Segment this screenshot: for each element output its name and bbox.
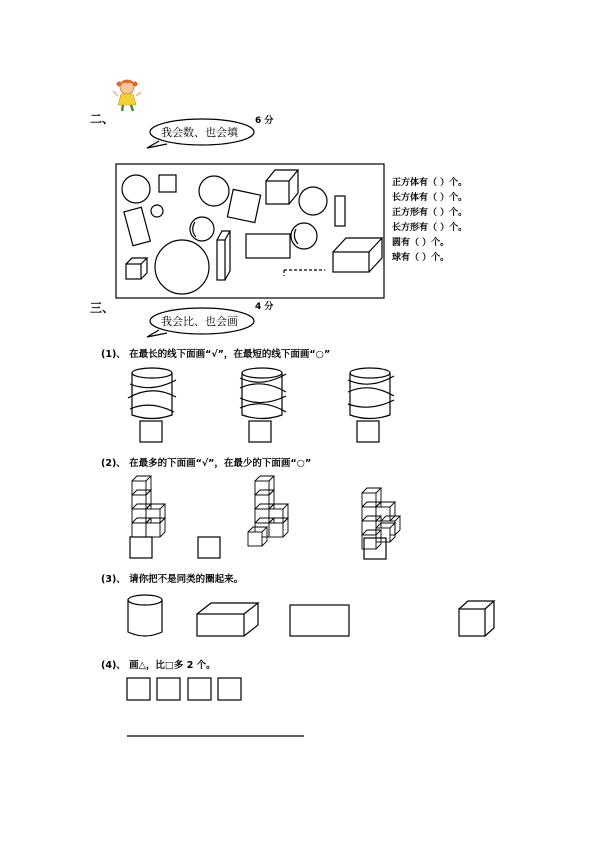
section-3-bubble-text: 我会比、也会画 [161, 315, 238, 328]
question-3-text: (3)、 请你把不是同类的圈起来。 [101, 574, 244, 585]
count-sphere-item: 球有（ ）个。 [392, 253, 450, 263]
square-box [157, 678, 180, 700]
section-2-bubble-text: 我会数、也会填 [161, 126, 238, 139]
section-3-number: 三、 [90, 301, 115, 315]
question-2-text: (2)、 在最多的下面画“√”，在最少的下面画“○” [101, 458, 312, 469]
count-cube-item: 正方体有（ ）个。 [392, 178, 468, 188]
count-circle-item: 圆有（ ）个。 [392, 238, 450, 248]
question-1-text: (1)、 在最长的线下面画“√”，在最短的线下面画“○” [101, 349, 331, 360]
section-3-points: 4 分 [255, 302, 274, 312]
count-cuboid-item: 长方体有（ ）个。 [392, 193, 468, 203]
question-4-text: (4)、 画△，比□多 2 个。 [101, 660, 216, 671]
section-2-number: 二、 [90, 112, 115, 126]
square-box [188, 678, 211, 700]
square-box [218, 678, 241, 700]
count-square-item: 正方形有（ ）个。 [392, 208, 468, 218]
section-2-points: 6 分 [255, 116, 274, 126]
count-rectangle-item: 长方形有（ ）个。 [392, 223, 468, 233]
square-box [127, 678, 150, 700]
